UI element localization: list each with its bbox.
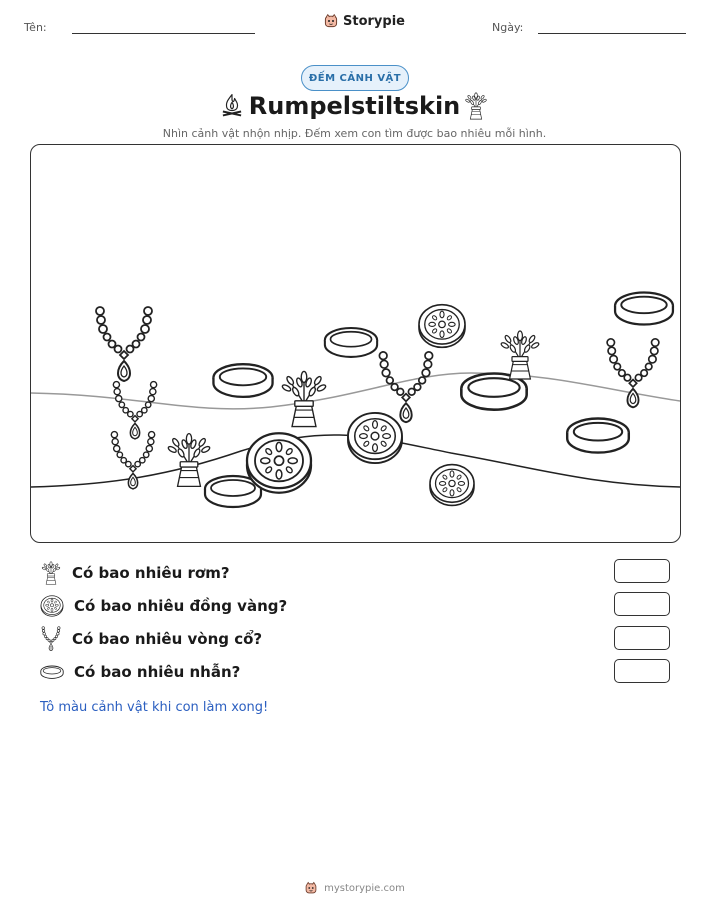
date-field[interactable] [538,33,686,34]
ring-item [615,293,673,325]
brand-name: Storypie [343,13,405,29]
ring-icon [40,664,64,680]
page-subtitle: Nhìn cảnh vật nhộn nhịp. Đếm xem con tìm được bao nhiêu mỗi hình. [162,127,547,140]
question-text: Có bao nhiêu đồng vàng? [74,597,288,615]
scene-panel [30,144,681,543]
necklace-item [379,352,432,422]
ring-item [213,364,272,397]
date-label: Ngày: [492,21,524,34]
name-field[interactable] [72,33,255,34]
mascot-icon [323,13,339,29]
necklace-item [96,307,152,381]
page-title: Rumpelstiltskin [248,92,461,120]
footer-site[interactable]: mystorypie.com [324,882,405,894]
necklace-icon [40,626,62,652]
answer-box-wheat[interactable] [614,559,670,583]
question-row [40,560,230,586]
ring-item [567,419,629,453]
wheat-item [500,331,539,379]
coin-icon [40,595,64,617]
question-text: Có bao nhiêu nhẫn? [74,663,241,681]
answer-box-ring[interactable] [614,659,670,683]
ring-item [325,328,377,357]
question-text: Có bao nhiêu vòng cổ? [72,630,263,648]
necklace-item [113,382,156,439]
coin-item [419,305,465,348]
footer [0,881,709,895]
wheat-icon [40,561,62,585]
name-label: Tên: [24,21,47,34]
wheat-item [281,371,326,426]
brand-logo [323,13,405,29]
question-row [40,659,240,685]
wheat-item [167,434,210,487]
wheat-icon [464,92,488,120]
coin-item [247,433,311,492]
question-text: Có bao nhiêu rơm? [72,564,230,582]
activity-tag: ĐẾM CẢNH VẬT [301,65,409,91]
scene-illustration [31,145,680,542]
mascot-icon [304,881,318,895]
question-row [40,626,262,652]
question-row [40,593,287,619]
answer-box-coin[interactable] [614,592,670,616]
coin-item [348,413,402,463]
answer-box-necklace[interactable] [614,626,670,650]
coloring-instruction: Tô màu cảnh vật khi con làm xong! [40,700,269,715]
coin-item [430,465,474,506]
